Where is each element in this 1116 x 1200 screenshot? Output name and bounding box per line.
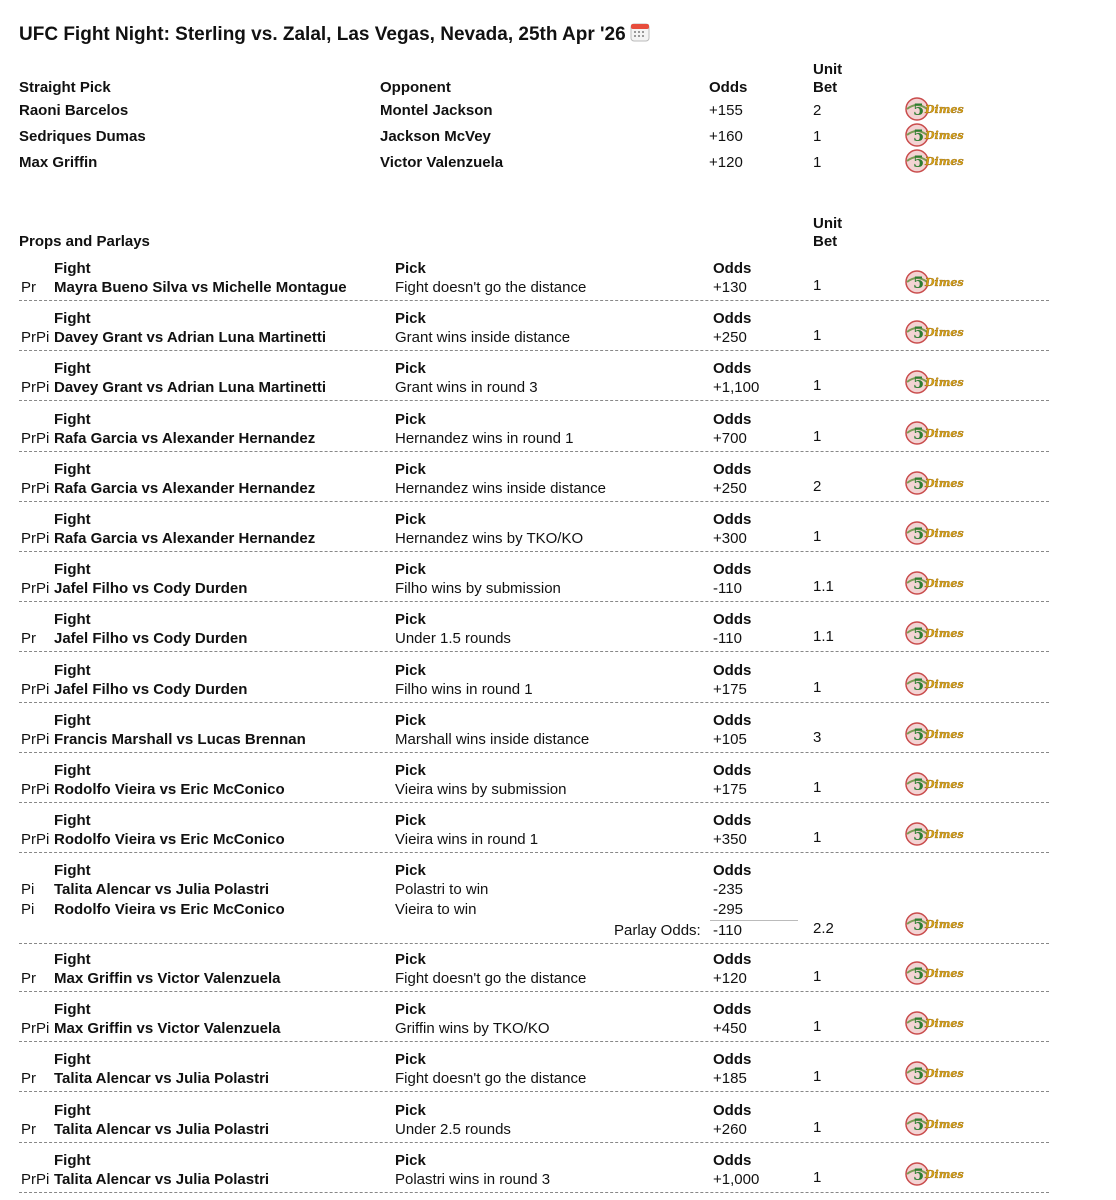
fight-name: Rafa Garcia vs Alexander Hernandez xyxy=(54,430,316,447)
sportsbook-logo-icon[interactable] xyxy=(905,320,967,344)
odds-label: Odds xyxy=(713,260,752,277)
bet-type: Pr xyxy=(21,970,36,987)
sportsbook-logo-icon[interactable] xyxy=(905,270,967,294)
unit-bet: 1 xyxy=(813,1068,822,1085)
fight-name: Rafa Garcia vs Alexander Hernandez xyxy=(54,530,316,547)
straight-pick-name: Max Griffin xyxy=(19,154,98,171)
sportsbook-logo-icon[interactable] xyxy=(905,1162,967,1186)
pick-label: Pick xyxy=(395,360,426,377)
sportsbook-logo-icon[interactable] xyxy=(905,149,967,173)
parlay-odds-divider xyxy=(710,920,798,921)
pick-text: Vieira wins in round 1 xyxy=(395,831,539,848)
straight-opponent-name: Montel Jackson xyxy=(380,102,493,119)
odds-label: Odds xyxy=(713,461,752,478)
straight-pick-name: Sedriques Dumas xyxy=(19,128,146,145)
svg-text:5: 5 xyxy=(913,524,925,543)
pick-label: Pick xyxy=(395,511,426,528)
unit-bet: 1 xyxy=(813,528,822,545)
bet-header: Bet xyxy=(813,79,838,96)
sportsbook-logo-icon[interactable] xyxy=(905,123,967,147)
svg-text:Dimes: Dimes xyxy=(925,627,964,640)
straight-pick-header: Straight Pick xyxy=(19,79,111,96)
unit-bet: 1 xyxy=(813,327,822,344)
row-divider xyxy=(19,752,1049,753)
svg-text:Dimes: Dimes xyxy=(925,1017,964,1030)
svg-text:Dimes: Dimes xyxy=(925,129,964,142)
fight-name: Max Griffin vs Victor Valenzuela xyxy=(54,970,281,987)
unit-bet: 1.1 xyxy=(813,628,834,645)
pick-text: Grant wins in round 3 xyxy=(395,379,538,396)
svg-text:5: 5 xyxy=(913,1064,925,1083)
straight-unit: 2 xyxy=(813,102,822,119)
pick-label: Pick xyxy=(395,260,426,277)
bet-type: Pr xyxy=(21,1121,36,1138)
row-divider xyxy=(19,451,1049,452)
sportsbook-logo-icon[interactable] xyxy=(905,621,967,645)
unit-bet: 1 xyxy=(813,829,822,846)
svg-text:5: 5 xyxy=(913,373,925,392)
bet-type: PrPi xyxy=(21,530,50,547)
sportsbook-logo-icon[interactable] xyxy=(905,912,967,936)
svg-text:5: 5 xyxy=(913,424,925,443)
odds-label: Odds xyxy=(713,762,752,779)
parlay-leg-pick: Vieira to win xyxy=(395,901,477,918)
svg-text:5: 5 xyxy=(913,273,925,292)
odds-label: Odds xyxy=(713,1152,752,1169)
pick-odds: +700 xyxy=(713,430,747,447)
props-section-title: Props and Parlays xyxy=(19,233,150,250)
pick-odds: +250 xyxy=(713,480,747,497)
pick-text: Under 2.5 rounds xyxy=(395,1121,511,1138)
pick-odds: +105 xyxy=(713,731,747,748)
unit-bet: 1 xyxy=(813,679,822,696)
bet-type: Pr xyxy=(21,279,36,296)
sportsbook-logo-icon[interactable] xyxy=(905,521,967,545)
odds-label: Odds xyxy=(713,712,752,729)
bet-type: Pr xyxy=(21,630,36,647)
svg-text:5: 5 xyxy=(913,126,925,145)
pick-label: Pick xyxy=(395,1001,426,1018)
bet-type: PrPi xyxy=(21,329,50,346)
sportsbook-logo-icon[interactable] xyxy=(905,571,967,595)
row-divider xyxy=(19,852,1049,853)
pick-label: Pick xyxy=(395,812,426,829)
parlay-leg-fight: Rodolfo Vieira vs Eric McConico xyxy=(54,901,285,918)
svg-text:5: 5 xyxy=(913,1014,925,1033)
row-divider xyxy=(19,400,1049,401)
sportsbook-logo-icon[interactable] xyxy=(905,672,967,696)
svg-text:5: 5 xyxy=(913,474,925,493)
pick-label: Pick xyxy=(395,862,426,879)
pick-odds: +250 xyxy=(713,329,747,346)
odds-label: Odds xyxy=(713,1102,752,1119)
row-divider xyxy=(19,802,1049,803)
svg-text:Dimes: Dimes xyxy=(925,527,964,540)
fight-name: Talita Alencar vs Julia Polastri xyxy=(54,1070,270,1087)
pick-odds: +260 xyxy=(713,1121,747,1138)
pick-text: Vieira wins by submission xyxy=(395,781,567,798)
fight-name: Talita Alencar vs Julia Polastri xyxy=(54,1121,270,1138)
fight-label: Fight xyxy=(54,1051,91,1068)
odds-label: Odds xyxy=(713,862,752,879)
svg-text:Dimes: Dimes xyxy=(925,728,964,741)
pick-odds: -110 xyxy=(713,630,742,647)
pick-odds: +175 xyxy=(713,681,747,698)
pick-label: Pick xyxy=(395,762,426,779)
odds-header: Odds xyxy=(709,79,748,96)
svg-text:5: 5 xyxy=(913,624,925,643)
straight-unit: 1 xyxy=(813,128,822,145)
svg-text:5: 5 xyxy=(913,825,925,844)
svg-text:Dimes: Dimes xyxy=(925,678,964,691)
row-divider xyxy=(19,350,1049,351)
fight-label: Fight xyxy=(54,310,91,327)
svg-text:5: 5 xyxy=(913,1165,925,1184)
straight-odds: +160 xyxy=(709,128,743,145)
bet-type: PrPi xyxy=(21,379,50,396)
odds-label: Odds xyxy=(713,662,752,679)
fight-name: Mayra Bueno Silva vs Michelle Montague xyxy=(54,279,347,296)
svg-text:5: 5 xyxy=(913,152,925,171)
pick-odds: +175 xyxy=(713,781,747,798)
sportsbook-logo-icon[interactable] xyxy=(905,421,967,445)
sportsbook-logo-icon[interactable] xyxy=(905,822,967,846)
row-divider xyxy=(19,702,1049,703)
svg-text:Dimes: Dimes xyxy=(925,103,964,116)
pick-text: Griffin wins by TKO/KO xyxy=(395,1020,550,1037)
svg-text:Dimes: Dimes xyxy=(925,577,964,590)
sportsbook-logo-icon[interactable] xyxy=(905,370,967,394)
odds-label: Odds xyxy=(713,1051,752,1068)
odds-label: Odds xyxy=(713,611,752,628)
props-bet-header: Bet xyxy=(813,233,838,250)
sportsbook-logo-icon[interactable] xyxy=(905,1061,967,1085)
fight-name: Davey Grant vs Adrian Luna Martinetti xyxy=(54,329,327,346)
fight-name: Jafel Filho vs Cody Durden xyxy=(54,630,248,647)
svg-text:Dimes: Dimes xyxy=(925,155,964,168)
odds-label: Odds xyxy=(713,1001,752,1018)
unit-bet: 1 xyxy=(813,968,822,985)
fight-name: Talita Alencar vs Julia Polastri xyxy=(54,1171,270,1188)
bet-type: PrPi xyxy=(21,1171,50,1188)
bet-type: PrPi xyxy=(21,831,50,848)
unit-bet: 1 xyxy=(813,779,822,796)
fight-label: Fight xyxy=(54,762,91,779)
parlay-unit-bet: 2.2 xyxy=(813,920,834,937)
fight-name: Rafa Garcia vs Alexander Hernandez xyxy=(54,480,316,497)
svg-text:Dimes: Dimes xyxy=(925,778,964,791)
sportsbook-logo-icon[interactable] xyxy=(905,961,967,985)
pick-odds: +300 xyxy=(713,530,747,547)
pick-label: Pick xyxy=(395,662,426,679)
svg-text:Dimes: Dimes xyxy=(925,967,964,980)
pick-text: Fight doesn't go the distance xyxy=(395,1070,587,1087)
bet-type: PrPi xyxy=(21,580,50,597)
svg-text:5: 5 xyxy=(913,725,925,744)
fight-name: Davey Grant vs Adrian Luna Martinetti xyxy=(54,379,327,396)
parlay-leg-type: Pi xyxy=(21,881,35,898)
fight-label: Fight xyxy=(54,511,91,528)
sportsbook-logo-icon[interactable] xyxy=(905,1112,967,1136)
pick-label: Pick xyxy=(395,1051,426,1068)
pick-odds: +1,000 xyxy=(713,1171,760,1188)
bet-type: PrPi xyxy=(21,681,50,698)
fight-label: Fight xyxy=(54,862,91,879)
fight-name: Jafel Filho vs Cody Durden xyxy=(54,580,248,597)
row-divider xyxy=(19,1091,1049,1092)
pick-text: Grant wins inside distance xyxy=(395,329,571,346)
row-divider xyxy=(19,651,1049,652)
straight-opponent-name: Victor Valenzuela xyxy=(380,154,504,171)
svg-text:5: 5 xyxy=(913,1115,925,1134)
row-divider xyxy=(19,1041,1049,1042)
svg-text:Dimes: Dimes xyxy=(925,376,964,389)
row-divider xyxy=(19,501,1049,502)
fight-label: Fight xyxy=(54,561,91,578)
fight-label: Fight xyxy=(54,1001,91,1018)
svg-text:Dimes: Dimes xyxy=(925,427,964,440)
bet-type: PrPi xyxy=(21,781,50,798)
parlay-leg-pick: Polastri to win xyxy=(395,881,489,898)
pick-label: Pick xyxy=(395,611,426,628)
pick-odds: +450 xyxy=(713,1020,747,1037)
fight-label: Fight xyxy=(54,712,91,729)
pick-label: Pick xyxy=(395,1152,426,1169)
fight-label: Fight xyxy=(54,461,91,478)
bet-type: PrPi xyxy=(21,1020,50,1037)
svg-text:Dimes: Dimes xyxy=(925,1067,964,1080)
opponent-header: Opponent xyxy=(380,79,451,96)
straight-odds: +155 xyxy=(709,102,743,119)
fight-name: Rodolfo Vieira vs Eric McConico xyxy=(54,831,285,848)
pick-label: Pick xyxy=(395,310,426,327)
calendar-icon xyxy=(630,22,650,42)
straight-odds: +120 xyxy=(709,154,743,171)
bet-type: PrPi xyxy=(21,430,50,447)
unit-bet: 2 xyxy=(813,478,822,495)
row-divider xyxy=(19,300,1049,301)
pick-label: Pick xyxy=(395,411,426,428)
pick-odds: -110 xyxy=(713,580,742,597)
bet-type: PrPi xyxy=(21,480,50,497)
props-unit-header: Unit xyxy=(813,215,843,232)
unit-bet: 1 xyxy=(813,1169,822,1186)
sportsbook-logo-icon[interactable] xyxy=(905,97,967,121)
pick-label: Pick xyxy=(395,1102,426,1119)
straight-unit: 1 xyxy=(813,154,822,171)
sportsbook-logo-icon[interactable] xyxy=(905,1011,967,1035)
pick-text: Marshall wins inside distance xyxy=(395,731,590,748)
row-divider xyxy=(19,551,1049,552)
pick-label: Pick xyxy=(395,951,426,968)
pick-odds: +350 xyxy=(713,831,747,848)
svg-text:Dimes: Dimes xyxy=(925,326,964,339)
fight-label: Fight xyxy=(54,260,91,277)
pick-text: Hernandez wins by TKO/KO xyxy=(395,530,584,547)
pick-odds: +120 xyxy=(713,970,747,987)
odds-label: Odds xyxy=(713,360,752,377)
odds-label: Odds xyxy=(713,310,752,327)
row-divider xyxy=(19,1192,1049,1193)
pick-odds: +130 xyxy=(713,279,747,296)
row-divider xyxy=(19,943,1049,944)
pick-odds: +1,100 xyxy=(713,379,760,396)
svg-text:Dimes: Dimes xyxy=(925,918,964,931)
fight-label: Fight xyxy=(54,360,91,377)
svg-text:Dimes: Dimes xyxy=(925,1168,964,1181)
pick-text: Hernandez wins inside distance xyxy=(395,480,606,497)
svg-text:5: 5 xyxy=(913,964,925,983)
bet-type: Pr xyxy=(21,1070,36,1087)
parlay-leg-odds: -235 xyxy=(713,881,744,898)
unit-bet: 1.1 xyxy=(813,578,834,595)
unit-bet: 1 xyxy=(813,377,822,394)
straight-opponent-name: Jackson McVey xyxy=(380,128,491,145)
pick-text: Under 1.5 rounds xyxy=(395,630,511,647)
pick-text: Fight doesn't go the distance xyxy=(395,279,587,296)
page-title-text: UFC Fight Night: Sterling vs. Zalal, Las Vegas, Nevada, 25th Apr '26 xyxy=(19,24,626,45)
svg-text:Dimes: Dimes xyxy=(925,477,964,490)
unit-bet: 1 xyxy=(813,1119,822,1136)
fight-label: Fight xyxy=(54,1102,91,1119)
parlay-odds-label: Parlay Odds: xyxy=(614,922,701,939)
svg-text:Dimes: Dimes xyxy=(925,1118,964,1131)
unit-header: Unit xyxy=(813,61,843,78)
unit-bet: 1 xyxy=(813,1018,822,1035)
svg-text:5: 5 xyxy=(913,100,925,119)
sportsbook-logo-icon[interactable] xyxy=(905,471,967,495)
svg-text:5: 5 xyxy=(913,323,925,342)
sportsbook-logo-icon[interactable] xyxy=(905,772,967,796)
odds-label: Odds xyxy=(713,561,752,578)
sportsbook-logo-icon[interactable] xyxy=(905,722,967,746)
svg-text:5: 5 xyxy=(913,775,925,794)
unit-bet: 1 xyxy=(813,277,822,294)
parlay-odds-value: -110 xyxy=(713,922,742,939)
svg-text:Dimes: Dimes xyxy=(925,828,964,841)
fight-label: Fight xyxy=(54,411,91,428)
fight-name: Max Griffin vs Victor Valenzuela xyxy=(54,1020,281,1037)
fight-label: Fight xyxy=(54,662,91,679)
fight-name: Rodolfo Vieira vs Eric McConico xyxy=(54,781,285,798)
svg-text:Dimes: Dimes xyxy=(925,276,964,289)
pick-odds: +185 xyxy=(713,1070,747,1087)
fight-label: Fight xyxy=(54,951,91,968)
fight-name: Francis Marshall vs Lucas Brennan xyxy=(54,731,306,748)
straight-pick-name: Raoni Barcelos xyxy=(19,102,129,119)
page-title xyxy=(19,22,650,46)
row-divider xyxy=(19,601,1049,602)
pick-text: Filho wins by submission xyxy=(395,580,561,597)
svg-text:5: 5 xyxy=(913,915,925,934)
odds-label: Odds xyxy=(713,951,752,968)
row-divider xyxy=(19,991,1049,992)
fight-label: Fight xyxy=(54,611,91,628)
odds-label: Odds xyxy=(713,511,752,528)
unit-bet: 3 xyxy=(813,729,822,746)
row-divider xyxy=(19,1142,1049,1143)
parlay-leg-odds: -295 xyxy=(713,901,744,918)
svg-text:5: 5 xyxy=(913,574,925,593)
odds-label: Odds xyxy=(713,812,752,829)
pick-text: Polastri wins in round 3 xyxy=(395,1171,551,1188)
unit-bet: 1 xyxy=(813,428,822,445)
pick-text: Hernandez wins in round 1 xyxy=(395,430,574,447)
parlay-leg-type: Pi xyxy=(21,901,35,918)
pick-label: Pick xyxy=(395,561,426,578)
fight-label: Fight xyxy=(54,1152,91,1169)
odds-label: Odds xyxy=(713,411,752,428)
fight-label: Fight xyxy=(54,812,91,829)
pick-label: Pick xyxy=(395,461,426,478)
svg-text:5: 5 xyxy=(913,675,925,694)
pick-label: Pick xyxy=(395,712,426,729)
fight-name: Jafel Filho vs Cody Durden xyxy=(54,681,248,698)
parlay-leg-fight: Talita Alencar vs Julia Polastri xyxy=(54,881,270,898)
bet-type: PrPi xyxy=(21,731,50,748)
pick-text: Filho wins in round 1 xyxy=(395,681,533,698)
pick-text: Fight doesn't go the distance xyxy=(395,970,587,987)
